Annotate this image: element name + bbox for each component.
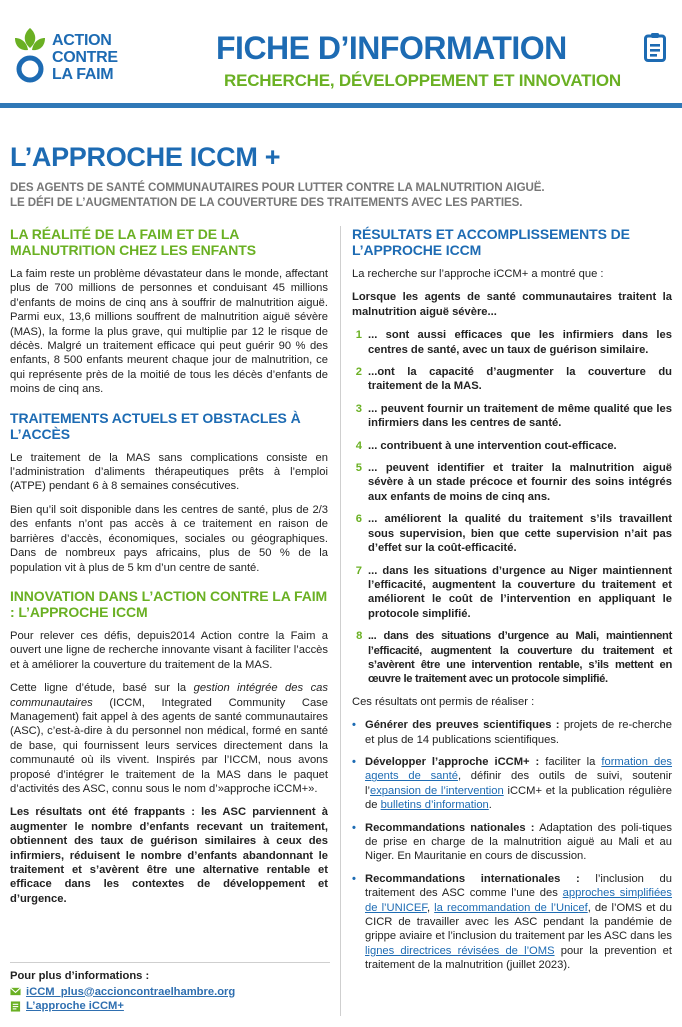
achievement-desc: Adaptation des poli-tiques de prise en charge de la malnutrition aiguë au Mali et au Niger. En Mauritanie en cours de discussion. <box>365 821 672 863</box>
column-divider <box>340 226 341 1016</box>
logo-wheat-icon <box>12 26 48 84</box>
achievement-desc: pour la prevention et traitement de la malnutrition (juillet 2023). <box>365 944 672 972</box>
result-text: ... améliorent la qualité du traitement s’ils travaillent sous supervision, bien que cette supervision n’ait pas d’effet sur la coût-efficacité. <box>368 513 672 555</box>
hunger-reality-paragraph: La faim reste un problème dévastateur dans le monde, affectant plus de 700 millions de personnes et conduisant 45 millions d’enfants de moins de cinq ans à souffrir de malnutrition aiguë. Parmi eux, 13,6 millions souffrent de malnutrition aiguë sévère (MAS), la forme la plus grave, qui multiplie par 12 le risque de décès. Malgré un traitement efficace qui peut guérir 90 % des enfants, 8 500 enfants meurent chaque jour de malnutrition, ce qui représente près de la moitié de tous les décès d’enfants de moins de cinq ans. <box>10 268 328 396</box>
result-number: 8 <box>356 630 362 643</box>
innovation-results-paragraph: Les résultats ont été frappants : les ASC parviennent à augmenter le nombre d’enfants recevant un traitement, obtiennent des taux de guérison similaires à ceux des infirmiers, réduisent le nombre d’enfants abandonnant le traitement et s’avèrent être une alternative rentable et efficace dans les contextes de développement et d’urgence. <box>10 806 328 905</box>
clipboard-icon <box>644 32 666 62</box>
who-guidelines-link[interactable]: lignes directrices révisées de l’OMS <box>365 944 555 957</box>
result-number: 2 <box>355 366 362 379</box>
contact-email-link[interactable]: iCCM_plus@accioncontraelhambre.org <box>26 985 236 998</box>
achievement-item <box>352 821 672 864</box>
result-item <box>352 461 672 504</box>
result-item <box>352 365 672 394</box>
result-item <box>352 328 672 357</box>
result-text: ... peuvent fournir un traitement de même qualité que les infirmiers dans les centres de santé. <box>368 402 672 430</box>
page-title: L’APPROCHE ICCM + <box>10 142 281 172</box>
achievement-desc: l’inclusion du traitement des ASC comme l’une des <box>365 872 672 900</box>
contact-label: Pour plus d’informations : <box>10 970 150 982</box>
achievement-item <box>352 872 672 973</box>
contact-email-row <box>10 985 330 1000</box>
page-subtitle <box>10 180 674 210</box>
section-heading-current-treatments: TRAITEMENTS ACTUELS ET OBSTACLES À L’ACCÈS <box>10 409 301 442</box>
achievement-item <box>352 718 672 747</box>
result-text: ... dans des situations d’urgence au Mali, maintiennent l’efficacité, augmentent la couverture du traitement et s’avèrent être une intervention rentable, s’ils mettent en œuvre le traitement avec un protocole simplifié. <box>368 630 672 686</box>
section-heading-innovation: INNOVATION DANS L’ACTION CONTRE LA FAIM : L’APPROCHE ICCM <box>10 587 328 620</box>
results-lead: Lorsque les agents de santé communautaires traitent la malnutrition aiguë sévère... <box>352 291 672 318</box>
result-item <box>352 439 672 453</box>
bullet-dot-icon: • <box>352 821 356 834</box>
training-link[interactable]: formation des agents de santé <box>365 755 673 783</box>
right-column <box>352 226 672 981</box>
bullet-dot-icon: • <box>352 872 356 885</box>
achievement-desc: iCCM+ et la publication régulière de <box>365 784 672 812</box>
section-heading-results: RÉSULTATS ET ACCOMPLISSEMENTS DE L’APPROCHE ICCM <box>352 226 630 258</box>
result-number: 1 <box>355 329 362 342</box>
innovation-p2-part-b: (ICCM, Integrated Community Case Management) fait appel à des agents de santé communautaires (ASC), c’est-à-dire à du personnel non médical, formé en santé de base, qui fournissent leurs services directement dans la communauté où ils vivent. Inspirés par l’ICCM, nous avons proposé d’intégrer le traitement de la MAS dans le paquet d’activités des ASC, connu sous le nom d’»approche iCCM+». <box>10 696 328 795</box>
treatments-paragraph-1: Le traitement de la MAS sans complications consiste en l’administration d’aliments thérapeutiques prêts à l’emploi (ATPE) pendant 6 à 8 semaines consécutives. <box>10 451 328 493</box>
result-text: ... sont aussi efficaces que les infirmiers dans les centres de santé, avec un taux de guérison similaire. <box>368 329 672 356</box>
achievement-desc: , définir des outils de suivi, soutenir l’ <box>365 770 672 797</box>
logo-wordmark <box>52 32 118 83</box>
logo-line-1: ACTION <box>52 32 112 49</box>
result-number: 4 <box>355 439 362 452</box>
achievement-desc: , de l’OMS et du CICR de travailler avec les ASC pendant la pandémie de grippe aviaire et l’inclusion du traitement par les ASC dans les <box>365 901 672 943</box>
result-text: ... dans les situations d’urgence au Niger maintiennent l’efficacité, augmentent la couverture du traitement et améliorent le coût de l’intervention en appliquant le protocole simplifié. <box>368 564 672 620</box>
document-icon <box>10 1001 21 1012</box>
result-text: ... peuvent identifier et traiter la malnutrition aiguë sévère à un stade précoce et fournir des soins intégrés aux enfants de moins de cinq ans. <box>368 462 672 503</box>
page-subtitle-line-1: DES AGENTS DE SANTÉ COMMUNAUTAIRES POUR LUTTER CONTRE LA MALNUTRITION AIGUË. <box>10 181 545 194</box>
page-header <box>0 0 682 108</box>
result-item <box>352 402 672 431</box>
achievement-text <box>365 718 672 747</box>
page-subtitle-line-2: LE DÉFI DE L’AUGMENTATION DE LA COUVERTURE DES TRAITEMENTS AVEC LES PARTIES. <box>10 196 523 209</box>
contact-box <box>10 962 330 1014</box>
achievement-title: Recommandations nationales : <box>365 821 535 834</box>
expansion-link[interactable]: expansion de l’intervention <box>369 784 504 797</box>
bullet-dot-icon: • <box>352 755 356 768</box>
achievement-desc: projets de re-cherche et plus de 14 publications scientifiques. <box>365 719 672 746</box>
fiche-subtitle: RECHERCHE, DÉVELOPPEMENT ET INNOVATION <box>224 71 621 90</box>
result-text: ...ont la capacité d’augmenter la couverture du traitement de la MAS. <box>368 366 672 393</box>
achievement-text <box>365 872 672 973</box>
achievement-title: Générer des preuves scientifiques : <box>365 719 560 732</box>
brand-logo <box>8 18 138 98</box>
achievement-desc: , <box>426 901 435 914</box>
section-heading-hunger-reality: LA RÉALITÉ DE LA FAIM ET DE LA MALNUTRITION CHEZ LES ENFANTS <box>10 226 256 258</box>
contact-doc-row <box>10 999 330 1014</box>
achievement-title: Recommandations internationales : <box>365 872 580 885</box>
result-item <box>352 564 672 622</box>
results-outro: Ces résultats ont permis de réaliser : <box>352 695 535 708</box>
results-intro: La recherche sur l’approche iCCM+ a montré que : <box>352 268 604 280</box>
innovation-p2-part-a: Cette ligne d’étude, basé sur la <box>10 682 194 695</box>
envelope-icon <box>10 986 21 997</box>
fiche-title: FICHE D’INFORMATION <box>216 30 567 66</box>
achievement-text <box>365 821 672 864</box>
left-column <box>10 226 328 915</box>
achievement-title: Développer l’approche iCCM+ : <box>365 755 540 768</box>
iccm-approach-link[interactable]: L’approche iCCM+ <box>26 1000 124 1012</box>
achievement-desc: faciliter la <box>539 755 602 768</box>
innovation-paragraph-2 <box>10 681 328 796</box>
achievement-item <box>352 755 672 813</box>
result-number: 5 <box>355 462 362 475</box>
innovation-p2-emphasis: gestion intégrée des cas communautaires <box>10 682 328 709</box>
result-text: ... contribuent à une intervention cout-efficace. <box>368 439 617 452</box>
logo-line-2: CONTRE <box>52 49 118 66</box>
achievement-text <box>365 755 672 813</box>
unicef-recommendation-link[interactable]: la recommandation de l’Unicef <box>434 901 588 914</box>
result-number: 3 <box>355 402 362 415</box>
innovation-paragraph-1: Pour relever ces défis, depuis2014 Action contre la Faim a ouvert une ligne de recherche innovante visant à faciliter l’accès et à améliorer la couverture du traitement de la MAS. <box>10 629 328 671</box>
treatments-paragraph-2: Bien qu’il soit disponible dans les centres de santé, plus de 2/3 des enfants n’ont pas accès à ce traitement en raison de barrières d’accès, économiques, sociales ou géographiques. Dans de nombreux pays africains, plus de 50 % de la population vit à plus de 5 km d’un centre de santé. <box>10 503 328 574</box>
bulletins-link[interactable]: bulletins d’information <box>380 799 489 812</box>
result-item <box>352 512 672 555</box>
result-number: 6 <box>355 513 362 526</box>
achievement-desc: . <box>488 799 492 812</box>
result-number: 7 <box>355 564 362 577</box>
result-item <box>352 629 672 687</box>
bullet-dot-icon: • <box>352 719 356 732</box>
logo-line-3: LA FAIM <box>52 66 114 83</box>
unicef-approaches-link[interactable]: approches simplifiées de l’UNICEF <box>365 887 672 914</box>
